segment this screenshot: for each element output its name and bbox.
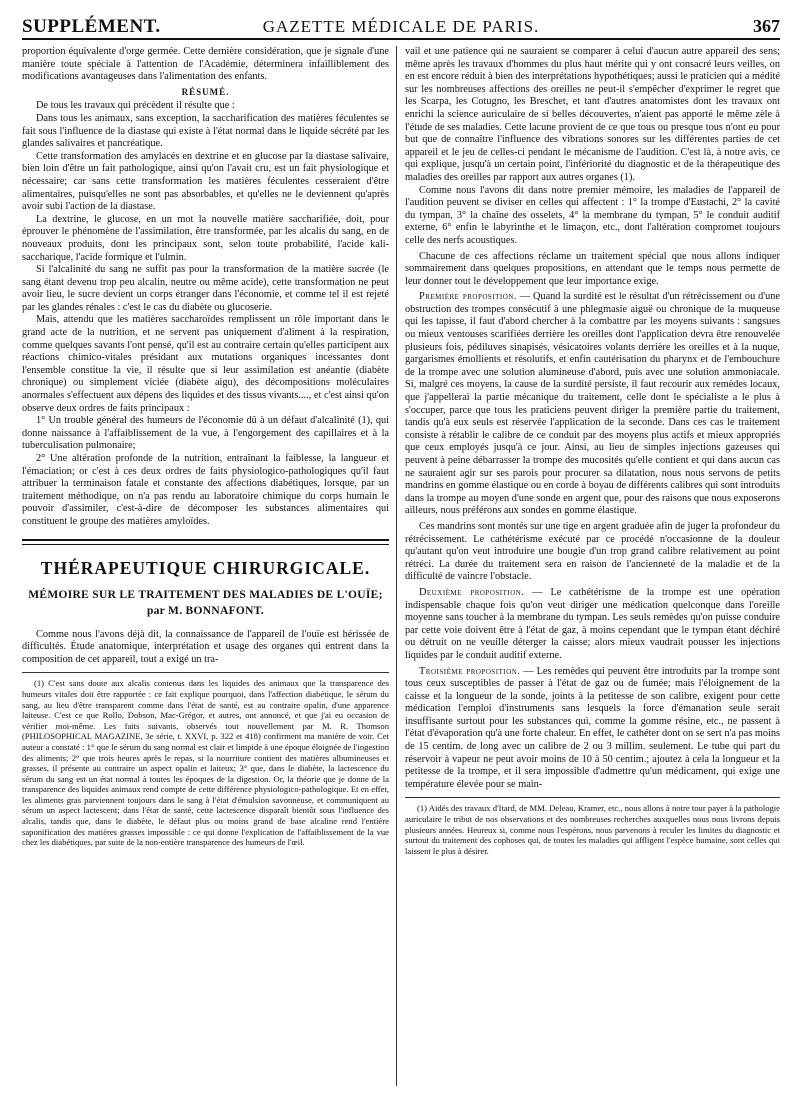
- paragraph: La dextrine, le glucose, en un mot la nouvelle matière saccharifiée, doit, pour éprouver le phénomène de l'assimilation, être transformée, par les alcalis du sang, en de nouveaux produits, dont les principaux sont, selon toute probabilité, l'acide kali-saccharique, l'acide formique et l'ulmin.: [22, 213, 389, 263]
- paragraph: Cette transformation des amylacés en dextrine et en glucose par la diastase salivaire, bien loin d'être un fait pathologique, ainsi qu'on l'avait cru, est un fait physiologique et nécessaire; car sans cette transformation les matières féculentes cesseraient d'être alimentaires, puisqu'elles ne sont pas absorbables, et qu'elles ne le deviennent qu'après avoir subi l'action de la diastase.: [22, 150, 389, 213]
- paragraph: Comme nous l'avons déjà dit, la connaissance de l'appareil de l'ouïe est hérissée de difficultés. Étude anatomique, interprétation et usage des organes qui entrent dans la composition de cet appareil, tout a exigé un tra-: [22, 628, 389, 665]
- proposition-text: — Les remèdes qui peuvent être introduits par la trompe sont tous ceux susceptibles de passer à l'état de gaz ou de fumée; mais l'éloignement de la caisse et la longueur de la sonde, joints à la petitesse de son calibre, exigent pour cette médication l'emploi d'instruments sans lesquels la force d'émanation seule serait insuffisante surtout pour les substances qui, comme la gomme résine, etc., ne passent à l'état d'évaporation qu'à une forte chaleur. En effet, le cathéter dont on se sert n'a pas moins de 15 centim. de long avec un calibre de 2 ou 3 millim. seulement. Le tube qui part du réservoir à vapeur ne peut avoir moins de 10 à 50 centim.; ajoutez à cela la longueur et la petitesse de la trompe, et il sera impossible d'admettre qu'un médicament, qui exige une température élevée pour se main-: [405, 665, 780, 790]
- section-rule: [22, 539, 389, 545]
- proposition-label: Troisième proposition.: [419, 665, 521, 677]
- proposition-label: Deuxième proposition.: [419, 586, 525, 598]
- proposition-text: — Le cathétérisme de la trompe est une opération indispensable chaque fois qu'on veut diriger une médication quelconque dans l'oreille moyenne sans toucher à la membrane du tympan. Les seuls remèdes qu'on puisse conduire par cette voie doivent être à l'état de gaz, à moins cependant que le tympan étant déchiré ou détruit on ne veuille déterger la caisse; alors mieux vaudrait pousser les injections liquides par le conduit auditif externe.: [405, 586, 780, 661]
- section-title: THÉRAPEUTIQUE CHIRURGICALE.: [40, 557, 371, 578]
- proposition-text: — Quand la surdité est le résultat d'un rétrécissement ou d'une obstruction des trompes consécutif à une phlegmasie aiguë ou chronique de la muqueuse qui les tapisse, il faut d'abord chercher à la combattre par les moyens suivants : sangsues ou mieux ventouses scarifiées derrière les oreilles dont l'application devra être renouvelée plusieurs fois, pédiluves sinapisés, vésicatoires volants derrière les oreilles et à la nuque, gargarismes émollients et résolutifs, et enfin cautérisation du pharynx et de l'embouchure de la trompe avec une solution alumineuse d'abord, puis avec une solution ammoniacale. Si, malgré ces moyens, la cause de la surdité persiste, il faut recourir aux remèdes locaux, que j'appellerai la partie mécanique du traitement, celle dont le spécialiste a le plus à s'occuper, parce que tous les praticiens peuvent diriger la première partie du traitement, tandis qu'à eux seuls est réservée l'application de la seconde. Dans ces cas le traitement consiste à rétablir le calibre de ce conduit par des moyens plus actifs et mieux appropriés que ceux employés jusqu'à ce jour. Ainsi, au lieu de simples injections gazeuses qui peuvent à peine débarrasser la trompe des mucosités qu'elle contient et qui dans aucun cas ne sauraient agir sur ses parois pour procurer sa dilatation, nous nous servons de petits mandrins en gomme élastique ou en corde à boyau de différents calibres qui sont introduits dans la trompe au moyen d'une sonde en argent que, pour des raisons que nous exposerons ailleurs, nous préférons aux sondes en gomme élastique.: [405, 291, 780, 517]
- paragraph: Si l'alcalinité du sang ne suffit pas pour la transformation de la matière sucrée (le sang étant devenu trop peu alcalin, neutre ou même acide), cette transformation ne peut avoir lieu, le sucre devient un corps étranger dans l'économie, et comme tel il est rejeté par les glandes rénales : c'est le cas du diabète ou glucoserie.: [22, 264, 389, 313]
- paragraph: Comme nous l'avons dit dans notre premier mémoire, les maladies de l'appareil de l'audition peuvent se diviser en celles qui affectent : 1° la trompe d'Eustachi, 2° la cavité du tympan, 3° la chaîne des osselets, 4° la membrane du tympan, 5° le conduit auditif externe, 6° enfin le labyrinthe et le limaçon, etc., dont l'altération compromet toujours celle des nerfs acoustiques.: [405, 184, 780, 246]
- proposition-2: [405, 587, 780, 663]
- paragraph: Ces mandrins sont montés sur une tige en argent graduée afin de juger la profondeur du rétrécissement. Le cathétérisme exécuté par ce procédé n'occasionne de la douleur qu'autant qu'on veut introduire une bougie d'un trop grand calibre relativement au point rétréci. La durée du traitement sera en raison de l'ancienneté de la maladie et de la difficulté de vaincre l'obstacle.: [405, 520, 780, 583]
- paragraph: Chacune de ces affections réclame un traitement spécial que nous allons indiquer sommairement dans quelques propositions, en attendant que le temps nous permette de leur donner tout le développement que leur importance exige.: [405, 250, 780, 287]
- paragraph: 1° Un trouble général des humeurs de l'économie dû à un défaut d'alcalinité (1), qui donne naissance à l'affaiblissement de la vue, à l'engorgement des capillaires et à la tuberculisation pulmonaire;: [22, 415, 389, 452]
- paragraph: proportion équivalente d'orge germée. Cette dernière considération, que je signale d'une manière toute spéciale à l'attention de l'Académie, déterminera infailliblement des modifications avantageuses dans l'alimentation des enfants.: [22, 46, 389, 83]
- footnote-text: (1) Aidés des travaux d'Itard, de MM. Deleau, Kramer, etc., nous allons à notre tour payer à la pathologie auriculaire le tribut de nos observations et des nombreuses recherches auxquelles nous nous livrons depuis plusieurs années. Heureux si, comme nous l'espérons, nous parvenons à reculer les limites du diagnostic et surtout du traitement des cophoses qui, de toutes les maladies qui affligent l'espèce humaine, sont celles qui laissent le plus à désirer.: [405, 803, 780, 856]
- paragraph: Dans tous les animaux, sans exception, la saccharification des matières féculentes se fait sous l'influence de la diastase qui existe à l'état normal dans le liquide sécrété par les glandes salivaires et pancréatique.: [22, 112, 389, 150]
- article-title: MÉMOIRE SUR LE TRAITEMENT DES MALADIES DE L'OUÏE; par M. BONNAFONT.: [28, 588, 383, 617]
- footnote: [405, 797, 780, 856]
- right-column: [405, 46, 780, 856]
- proposition-label: Première proposition.: [419, 291, 517, 303]
- paragraph: vail et une patience qui ne sauraient se comparer à celui d'aucun autre appareil des sens; même après les travaux d'hommes du plus haut mérite qui y ont consacré leurs veilles, on en est encore réduit à bien des interprétations hypothétiques; aussi le praticien qui a médité sur les nombreuses affections des oreilles ne peut-il s'empêcher d'exprimer le regret que les Scarpa, les Cotugno, les Breschet, et tant d'autres anatomistes dont les travaux ont enrichi la science auriculaire de si belles découvertes, n'aient pas apporté le même zèle à l'étude de ses maladies. Cette lacune provient de ce que tous ou presque tous n'ont eu pour but que de connaître l'influence des vibrations sonores sur les différentes parties de cet appareil et le jeu de celles-ci pendant le mécanisme de l'audition. C'est là, à notre avis, ce qui explique, jusqu'à un certain point, l'infériorité du diagnostic et de la thérapeutique des maladies des oreilles par rapport aux autres organes (1).: [405, 46, 780, 183]
- footnote: [22, 672, 389, 848]
- proposition-1: [405, 291, 780, 518]
- resume-heading: RÉSUMÉ.: [181, 86, 230, 97]
- column-divider: [396, 46, 397, 1086]
- footnote-text: (1) C'est sans doute aux alcalis contenus dans les liquides des animaux que la transparence des humeurs vitales doit être rapportée : ce fait explique pourquoi, dans l'affection diabétique, le sérum du sang, au lieu d'être transparent comme dans l'état de santé, est au contraire opalin, d'une apparence laiteuse. C'est ce que Rollo, Dobson, Mac-Grégor, et autres, ont annoncé, et que j'ai eu occasion de vérifier moi-même. Les faits suivants, observés tout nouvellement par M. R. Thomson (PHILOSOPHICAL MAGAZINE, 3e série, t. XXVI, p. 322 et 418) confirment ma manière de voir. Cet auteur a constaté : 1° que le sérum du sang normal est clair et limpide à une époque éloignée de l'ingestion des aliments; 2° que trois heures après le repas, si la nourriture contient des matières albumineuses et grasses, il présente au contraire un aspect opalin et laiteux; 3° que, dans le diabète, la lactescence du sérum du sang est un état normal à toutes les époques de la digestion. Or, la théorie que je donne de la transparence des liquides animaux rend compte de cette différence physiologico-pathologique. Et en effet, les aliments gras parviennent toujours dans le sang à l'état d'émulsion savonneuse, et communiquent au sérum un aspect lactescent; dans l'état de santé, cette lactescence disparaît bientôt sous l'influence des alcalis, tandis que, dans le diabète, le défaut plus ou moins grand de base alcaline rend l'entière saponification des matières grasses impossible : ce qui donne l'explication de l'affaiblissement de la vue chez les diabétiques, par suite de la non-entière transparence des humeurs de l'œil.: [22, 678, 389, 848]
- left-column: [22, 46, 389, 848]
- page-header: [22, 14, 780, 40]
- paragraph: Mais, attendu que les matières saccharoïdes remplissent un rôle important dans le grand acte de la nutrition, et ne servent pas uniquement d'aliment à la respiration, comme quelques savants l'ont pensé, qu'il est au contraire certain qu'elles participent aux réactions chimico-vitales présidant aux mutations organiques incessantes dont l'ensemble constitue la vie, il résulte que si leur assimilation est anéantie (diabète chronique) ou simplement viciée (diabète aigu), des décompositions moléculaires anormales s'effectuent aux dépens des liquides et des tissus vivants...., et c'est ainsi qu'on observe deux ordres de faits principaux :: [22, 314, 389, 414]
- supplement-label: SUPPLÉMENT.: [22, 16, 161, 37]
- journal-title: GAZETTE MÉDICALE DE PARIS.: [262, 17, 540, 36]
- paragraph: 2° Une altération profonde de la nutrition, entraînant la faiblesse, la langueur et l'émaciation; or c'est à ces deux ordres de faits physiologico-pathologiques qu'il faut attribuer la terminaison fatale et constante des affections diabétiques, lorsque, par un traitement méthodique, on n'a pas rendu au laboratoire chimique du corps humain le pouvoir d'assimiler, c'est-à-dire de décomposer les substances alimentaires qui constituent le groupe des matières amyloïdes.: [22, 453, 389, 527]
- page-number: 367: [753, 16, 780, 36]
- paragraph: De tous les travaux qui précèdent il résulte que :: [36, 100, 235, 112]
- proposition-3: [405, 666, 780, 792]
